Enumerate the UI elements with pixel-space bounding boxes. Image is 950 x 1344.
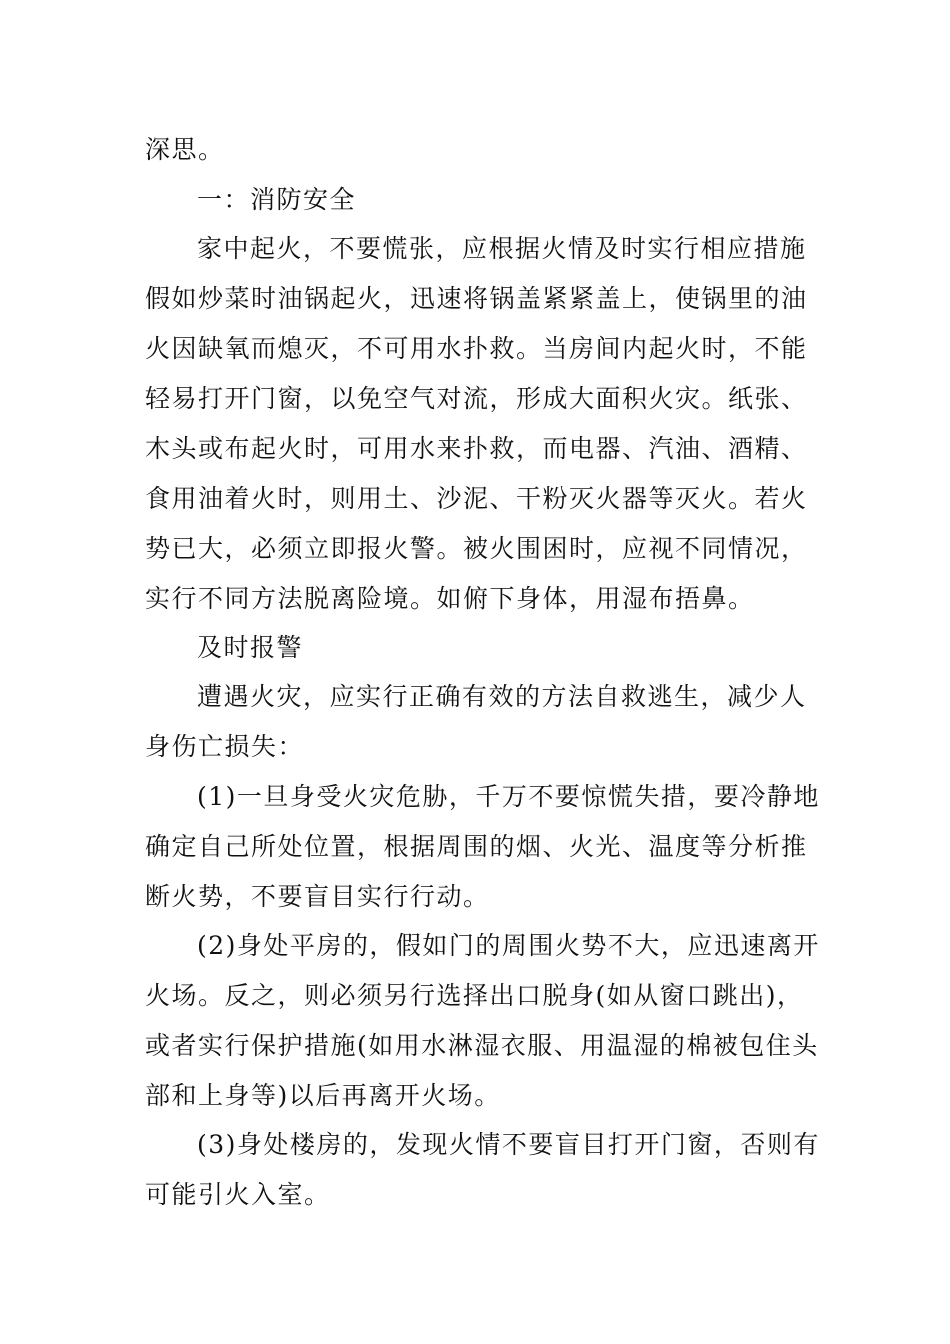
section-heading: 一：消防安全 <box>197 185 357 214</box>
section-heading: 及时报警 <box>197 633 304 662</box>
text-line: 轻易打开门窗，以免空气对流，形成大面积火灾。纸张、 <box>145 384 808 413</box>
text-line: 或者实行保护措施(如用水淋湿衣服、用温湿的棉被包住头 <box>145 1031 819 1060</box>
list-item-2: (2)身处平房的，假如门的周围火势不大，应迅速离开 <box>197 931 820 960</box>
text-line: 火因缺氧而熄灭，不可用水扑救。当房间内起火时，不能 <box>145 334 808 363</box>
text-line: 木头或布起火时，可用水来扑救，而电器、汽油、酒精、 <box>145 434 808 463</box>
paragraph-first-line: 家中起火，不要慌张，应根据火情及时实行相应措施 <box>197 234 807 263</box>
text-line: 确定自己所处位置，根据周围的烟、火光、温度等分析推 <box>145 832 808 861</box>
text-line: 势已大，必须立即报火警。被火围困时，应视不同情况， <box>145 534 808 563</box>
text-line: 食用油着火时，则用土、沙泥、干粉灭火器等灭火。若火 <box>145 484 808 513</box>
text-line: 假如炒菜时油锅起火，迅速将锅盖紧紧盖上，使锅里的油 <box>145 284 808 313</box>
text-line: 部和上身等)以后再离开火场。 <box>145 1081 501 1110</box>
list-item-1: (1)一旦身受火灾危胁，千万不要惊慌失措，要冷静地 <box>197 782 820 811</box>
paragraph-first-line: 遭遇火灾，应实行正确有效的方法自救逃生，减少人 <box>197 682 807 711</box>
list-item-3: (3)身处楼房的，发现火情不要盲目打开门窗，否则有 <box>197 1130 820 1159</box>
text-line: 可能引火入室。 <box>145 1180 331 1209</box>
text-line: 实行不同方法脱离险境。如俯下身体，用湿布捂鼻。 <box>145 584 755 613</box>
text-line: 身伤亡损失： <box>145 732 305 761</box>
text-line: 深思。 <box>145 135 225 164</box>
text-line: 断火势，不要盲目实行行动。 <box>145 882 490 911</box>
text-line: 火场。反之，则必须另行选择出口脱身(如从窗口跳出)， <box>145 981 804 1010</box>
